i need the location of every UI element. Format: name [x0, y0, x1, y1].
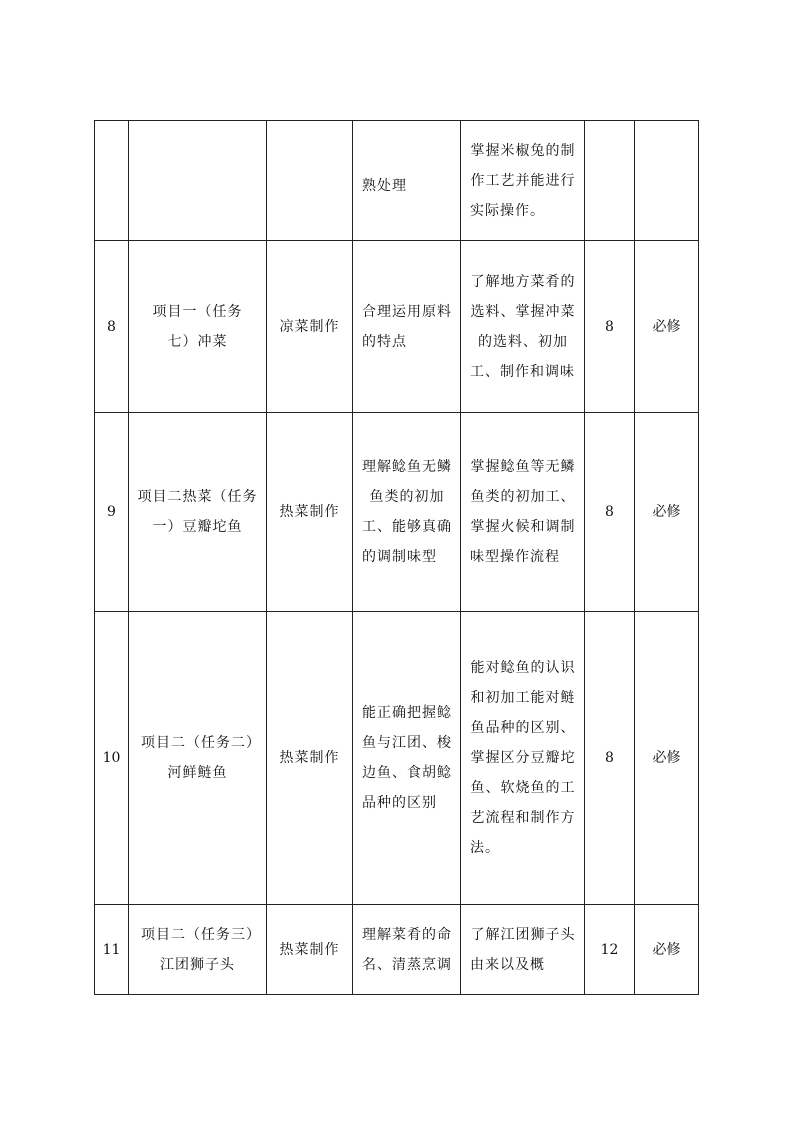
table-row	[95, 121, 699, 241]
course-type-cell	[635, 121, 699, 241]
curriculum-table	[94, 120, 699, 995]
hours-cell: 8	[585, 241, 635, 413]
module-cell: 热菜制作	[267, 905, 353, 995]
row-number-cell: 10	[95, 612, 129, 905]
module-cell: 热菜制作	[267, 413, 353, 612]
knowledge-cell: 理解鲶鱼无鳞鱼类的初加工、能够真确的调制味型	[353, 413, 461, 612]
row-number-cell: 9	[95, 413, 129, 612]
skill-cell: 了解地方菜肴的选料、掌握冲菜的选料、初加工、制作和调味	[461, 241, 585, 413]
project-cell: 项目一（任务七）冲菜	[129, 241, 267, 413]
project-cell: 项目二热菜（任务一）豆瓣坨鱼	[129, 413, 267, 612]
skill-cell: 能对鲶鱼的认识和初加工能对鲢鱼品种的区别、掌握区分豆瓣坨鱼、软烧鱼的工艺流程和制作方法。	[461, 612, 585, 905]
knowledge-cell: 能正确把握鲶鱼与江团、梭边鱼、食胡鲶品种的区别	[353, 612, 461, 905]
knowledge-cell: 熟处理	[353, 121, 461, 241]
hours-cell	[585, 121, 635, 241]
project-cell: 项目二（任务二）河鲜鲢鱼	[129, 612, 267, 905]
skill-cell: 了解江团狮子头由来以及概	[461, 905, 585, 995]
course-type-cell: 必修	[635, 413, 699, 612]
knowledge-cell: 合理运用原料的特点	[353, 241, 461, 413]
table-row	[95, 905, 699, 995]
module-cell	[267, 121, 353, 241]
knowledge-cell: 理解菜肴的命名、清蒸烹调	[353, 905, 461, 995]
module-cell: 热菜制作	[267, 612, 353, 905]
row-number-cell: 11	[95, 905, 129, 995]
course-type-cell: 必修	[635, 241, 699, 413]
course-type-cell: 必修	[635, 612, 699, 905]
course-type-cell: 必修	[635, 905, 699, 995]
project-cell: 项目二（任务三）江团狮子头	[129, 905, 267, 995]
table-row	[95, 612, 699, 905]
hours-cell: 8	[585, 413, 635, 612]
module-cell: 凉菜制作	[267, 241, 353, 413]
table-row	[95, 413, 699, 612]
table-row	[95, 241, 699, 413]
skill-cell: 掌握米椒兔的制作工艺并能进行实际操作。	[461, 121, 585, 241]
row-number-cell: 8	[95, 241, 129, 413]
row-number-cell	[95, 121, 129, 241]
hours-cell: 8	[585, 612, 635, 905]
skill-cell: 掌握鲶鱼等无鳞鱼类的初加工、掌握火候和调制味型操作流程	[461, 413, 585, 612]
project-cell	[129, 121, 267, 241]
hours-cell: 12	[585, 905, 635, 995]
